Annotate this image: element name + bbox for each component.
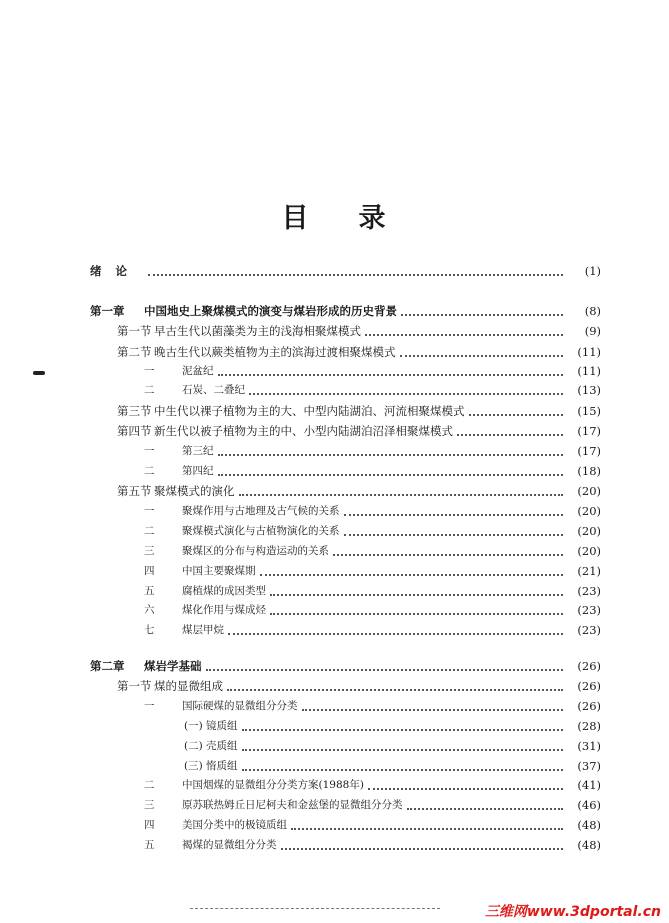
toc-entry-number: 一 (144, 445, 155, 457)
toc-entry (0, 262, 669, 281)
dot-leader (218, 454, 564, 456)
toc-entry-number: 第五节 (117, 484, 152, 498)
toc-entry-page: (46) (577, 798, 601, 812)
toc-entry-title: 煤岩学基础 (144, 659, 202, 673)
toc-entry-title: (三) 惰质组 (184, 760, 238, 772)
toc-entry-title: 晚古生代以蕨类植物为主的滨海过渡相聚煤模式 (154, 345, 396, 359)
toc-entry (0, 657, 669, 676)
toc-entry (0, 362, 669, 381)
toc-entry (0, 422, 669, 441)
dot-leader (206, 669, 564, 671)
toc-entry-page: (1) (584, 264, 601, 278)
toc-entry-number: 四 (144, 819, 155, 831)
toc-entry-title: 煤化作用与煤成烃 (182, 604, 266, 616)
toc-entry-title: (二) 壳质组 (184, 740, 238, 752)
toc-entry-page: (8) (584, 304, 601, 318)
dot-leader (344, 514, 564, 516)
toc-entry-page: (17) (577, 424, 601, 438)
toc-entry (0, 462, 669, 481)
toc-entry-page: (18) (577, 464, 601, 478)
toc-entry-page: (9) (584, 324, 601, 338)
toc-entry-number: 一 (144, 505, 155, 517)
toc-entry (0, 502, 669, 521)
footer-rule (190, 908, 440, 909)
toc-entry-number: 二 (144, 384, 155, 396)
dot-leader (228, 633, 563, 635)
toc-entry-page: (20) (577, 484, 601, 498)
toc-entry-page: (23) (577, 603, 601, 617)
toc-entry-page: (26) (577, 679, 601, 693)
toc-entry (0, 381, 669, 400)
toc-entry-number: 三 (144, 545, 155, 557)
dot-leader (242, 749, 563, 751)
toc-entry-title: 中国主要聚煤期 (182, 565, 256, 577)
toc-entry-page: (11) (577, 364, 601, 378)
toc-entry-title: 中国烟煤的显微组分分类方案(1988年) (182, 779, 364, 791)
dot-leader (270, 594, 563, 596)
toc-entry-title: 第三纪 (182, 445, 214, 457)
dot-leader (242, 769, 563, 771)
watermark: 三维网www.3dportal.cn (484, 904, 661, 920)
dot-leader (407, 808, 564, 810)
toc-entry-number: 绪论 (90, 264, 141, 278)
toc-entry (0, 402, 669, 421)
toc-entry-number: 六 (144, 604, 155, 616)
toc-entry-number: 二 (144, 525, 155, 537)
toc-entry (0, 697, 669, 716)
toc-entry-number: 五 (144, 585, 155, 597)
toc-entry-number: 二 (144, 779, 155, 791)
toc-entry-title: 聚煤作用与古地理及古气候的关系 (182, 505, 340, 517)
dot-leader (400, 355, 564, 357)
dot-leader (368, 788, 563, 790)
dot-leader (260, 574, 564, 576)
dot-leader (239, 494, 564, 496)
dot-leader (401, 314, 563, 316)
dot-leader (218, 374, 564, 376)
toc-entry (0, 322, 669, 341)
dot-leader (270, 613, 563, 615)
dot-leader (291, 828, 563, 830)
toc-entry-page: (37) (577, 759, 601, 773)
toc-entry-page: (48) (577, 818, 601, 832)
toc-entry-page: (26) (577, 659, 601, 673)
toc-entry-number: 第二章 (90, 659, 125, 673)
toc-entry-title: 第四纪 (182, 465, 214, 477)
title-char-2: 录 (358, 203, 388, 234)
toc-entry-number: 第一章 (90, 304, 125, 318)
toc-entry-page: (20) (577, 544, 601, 558)
dot-leader (469, 414, 564, 416)
toc-entry-title: 腐植煤的成因类型 (182, 585, 266, 597)
toc-entry (0, 442, 669, 461)
toc-entry (0, 302, 669, 321)
toc-entry-page: (26) (577, 699, 601, 713)
toc-entry-page: (20) (577, 524, 601, 538)
dot-leader (365, 334, 563, 336)
toc-entry-page: (23) (577, 584, 601, 598)
toc-entry-page: (31) (577, 739, 601, 753)
toc-entry-title: 褐煤的显微组分分类 (182, 839, 277, 851)
dot-leader (227, 689, 563, 691)
toc-entry (0, 757, 669, 776)
toc-entry (0, 796, 669, 815)
toc-entry-number: 第四节 (117, 424, 152, 438)
toc-entry (0, 482, 669, 501)
toc-entry-title: 新生代以被子植物为主的中、小型内陆湖泊沼泽相聚煤模式 (154, 424, 453, 438)
toc-entry (0, 542, 669, 561)
dot-leader (302, 709, 564, 711)
toc-entry-page: (41) (577, 778, 601, 792)
toc-entry-number: 第一节 (117, 679, 152, 693)
toc-entry-page: (13) (577, 383, 601, 397)
toc-entry-page: (20) (577, 504, 601, 518)
toc-entry-page: (15) (577, 404, 601, 418)
toc-entry (0, 621, 669, 640)
dot-leader (148, 274, 563, 276)
toc-entry-title: 美国分类中的极镜质组 (182, 819, 287, 831)
toc-entry-page: (28) (577, 719, 601, 733)
toc-entry (0, 776, 669, 795)
toc-entry-number: 四 (144, 565, 155, 577)
toc-entry (0, 562, 669, 581)
dot-leader (218, 474, 564, 476)
toc-entry-number: 五 (144, 839, 155, 851)
toc-entry (0, 522, 669, 541)
toc-entry-title: 石炭、二叠纪 (182, 384, 245, 396)
toc-entry (0, 343, 669, 362)
toc-entry-title: 早古生代以菌藻类为主的浅海相聚煤模式 (154, 324, 361, 338)
toc-entry-number: 第一节 (117, 324, 152, 338)
toc-entry-number: 第三节 (117, 404, 152, 418)
toc-entry (0, 717, 669, 736)
toc-entry-page: (11) (577, 345, 601, 359)
dot-leader (281, 848, 564, 850)
toc-entry-title: 中生代以裸子植物为主的大、中型内陆湖泊、河流相聚煤模式 (154, 404, 465, 418)
toc-entry-page: (48) (577, 838, 601, 852)
toc-entry-title: 聚煤区的分布与构造运动的关系 (182, 545, 329, 557)
toc-entry-page: (23) (577, 623, 601, 637)
dot-leader (457, 434, 563, 436)
toc-entry (0, 737, 669, 756)
toc-entry-title: 聚煤模式演化与古植物演化的关系 (182, 525, 340, 537)
toc-entry-title: 中国地史上聚煤模式的演变与煤岩形成的历史背景 (144, 304, 397, 318)
title-char-1: 目 (281, 203, 311, 234)
toc-entry-number: 一 (144, 365, 155, 377)
toc-entry-number: 二 (144, 465, 155, 477)
toc-entry (0, 816, 669, 835)
dot-leader (249, 393, 563, 395)
toc-entry-title: (一) 镜质组 (184, 720, 238, 732)
dot-leader (333, 554, 563, 556)
toc-entry-title: 煤层甲烷 (182, 624, 224, 636)
toc-entry-title: 聚煤模式的演化 (154, 484, 235, 498)
toc-entry (0, 677, 669, 696)
toc-entry-number: 三 (144, 799, 155, 811)
toc-entry-page: (17) (577, 444, 601, 458)
toc-entry-number: 七 (144, 624, 155, 636)
toc-entry (0, 836, 669, 855)
toc-entry-title: 泥盆纪 (182, 365, 214, 377)
toc-entry-number: 一 (144, 700, 155, 712)
dot-leader (344, 534, 564, 536)
toc-entry-page: (21) (577, 564, 601, 578)
toc-entry-title: 煤的显微组成 (154, 679, 223, 693)
toc-entry (0, 601, 669, 620)
toc-entry-number: 第二节 (117, 345, 152, 359)
toc-entry (0, 582, 669, 601)
dot-leader (242, 729, 563, 731)
toc-entry-title: 国际硬煤的显微组分分类 (182, 700, 298, 712)
toc-entry-title: 原苏联热姆丘日尼柯夫和金兹堡的显微组分分类 (182, 799, 403, 811)
